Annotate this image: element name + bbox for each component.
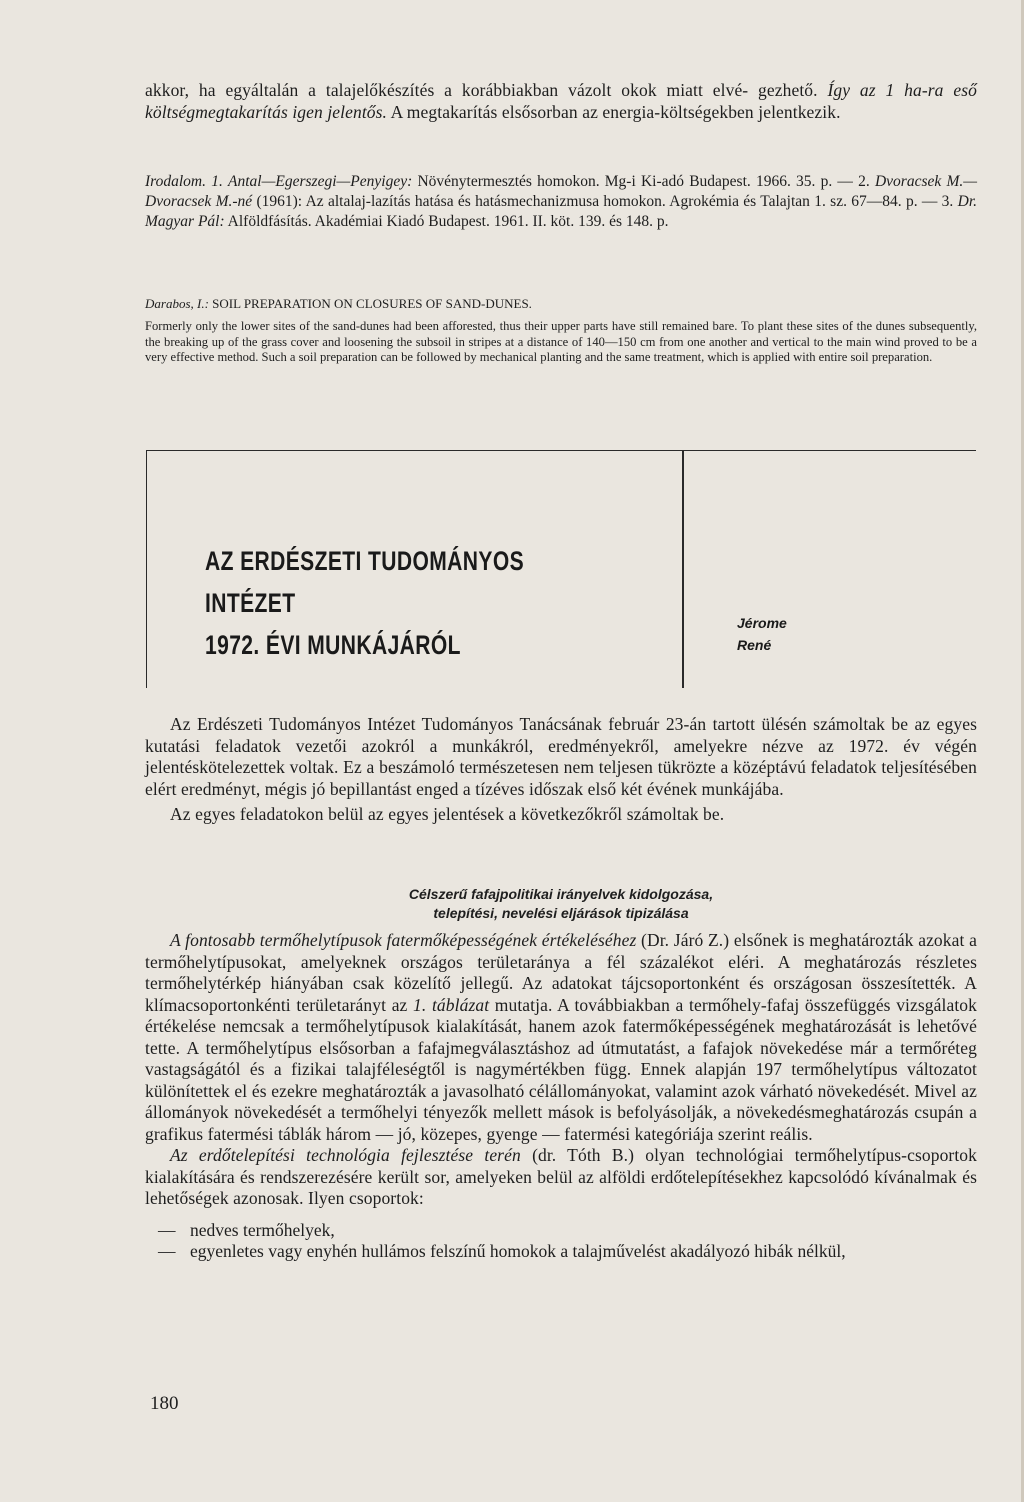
ref3-authors: Dr. Magyar Pál: xyxy=(145,193,978,230)
references xyxy=(145,172,977,232)
article-title-line-3: 1972. ÉVI MUNKÁJÁRÓL xyxy=(205,630,461,660)
author-first-name: Jérome xyxy=(737,615,787,631)
abstract-author: Darabos, I.: xyxy=(145,296,209,311)
p3-table-ref: 1. táblázat xyxy=(413,994,490,1015)
intro-paragraph xyxy=(145,80,977,123)
author-last-name: René xyxy=(737,637,772,653)
subheading-line-2: telepítési, nevelési eljárások tipizálása xyxy=(433,905,689,921)
body-paragraph-1: Az Erdészeti Tudományos Intézet Tudományos Tanácsának február 23-án tartott ülésén számoltak be az egyes kutatási feladatok vezetői azokról a munkákról, eredményekről, amelyekre nézve az 1972. év végén jelentéskötelezettek voltak. Ez a beszámoló természetesen nem teljesen tükrözte a középtávú feladatok teljesítésében elért eredményt, mégis jó bepillantást enged a tízéves időszak első két évének munkájába. xyxy=(145,714,977,799)
ref2-text: (1961): Az altalaj-lazítás hatása és hatásmechanizmusa homokon. Agrokémia és Talajtan 1. sz. 67—84. p. — 3. xyxy=(256,193,954,210)
body-paragraph-3 xyxy=(145,930,977,1145)
body-paragraph-4 xyxy=(145,1145,977,1210)
ref1-number: 1. xyxy=(211,173,223,190)
list-item xyxy=(145,1241,977,1263)
page-number: 180 xyxy=(150,1393,179,1414)
section-subheading xyxy=(145,885,977,923)
abstract-body: Formerly only the lower sites of the sand-dunes had been afforested, thus their upper parts have still remained bare. To plant these sites of the dunes subsequently, the breaking up of the grass cover and loosening the subsoil in stripes at a distance of 140—150 cm from one another and vertical to the main wind proved to be a very effective method. Such a soil preparation can be followed by mechanical planting and the same treatment, which is applied with entire soil preparation. xyxy=(145,319,977,365)
intro-line-3: Így az 1 ha-ra eső költségmegtakarítás igen jelentős. xyxy=(145,80,977,122)
english-abstract xyxy=(145,296,977,366)
article-header-divider xyxy=(682,450,684,688)
p4-italic-lead: Az erdőtelepítési technológia fejlesztése terén xyxy=(170,1145,521,1165)
list-item xyxy=(145,1220,977,1242)
article-title-line-1: AZ ERDÉSZETI TUDOMÁNYOS xyxy=(205,546,525,576)
ref3-text: Alföldfásítás. Akadémiai Kiadó Budapest. 1961. II. köt. 139. és 148. p. xyxy=(227,213,669,230)
references-label: Irodalom. xyxy=(145,173,206,190)
abstract-title: SOIL PREPARATION ON CLOSURES OF SAND-DUNES. xyxy=(212,296,532,311)
p3-italic-lead: A fontosabb termőhelytípusok fatermőképességének értékeléséhez xyxy=(170,930,637,950)
p3-text-2: mutatja. A továbbiakban a termőhely-fafaj összefüggés vizsgálatok értékelése nemcsak a termőhelytípusok kialakítását, hanem azok fatermőképességének meghatározását is lehetővé tette. A termőhelytípus elsősorban a fafajmegválasztáshoz ad útmutatást, a fafajok növekedése már a termőréteg vastagságától és a fizikai talajféleségtől is nagymértékben függ. Ennek alapján 197 termőhelytípus változatot különítettek el és ezekre meghatározták a javasolható célállományokat, valamint azok várható növekedését. Mivel az állományok növekedését a termőhelyi tényezők mellett mások is befolyásolják, a növekedésmeghatározás csupán a grafikus fatermési táblák három — jó, közepes, gyenge — fatermési kategóriája szerint reális. xyxy=(145,994,977,1144)
list-item-text: nedves termőhelyek, xyxy=(190,1219,335,1240)
list-dash: — xyxy=(158,1219,176,1240)
intro-line-4: A megtakarítás elsősorban az energia-költségekben jelentkezik. xyxy=(390,101,841,122)
list-dash: — xyxy=(158,1241,176,1261)
article-title xyxy=(205,540,564,666)
technology-group-list xyxy=(145,1220,977,1263)
article-author xyxy=(737,612,857,656)
ref1-authors: Antal—Egerszegi—Penyigey: xyxy=(228,173,413,190)
p4-text: (dr. Tóth B.) olyan technológiai termőhelytípus-csoportok kialakítására és rendszerezésére került sor, amelyeken belül az alföldi erdőtelepítésekhez kapcsolódó kívánalmak és lehetőségek azonosak. Ilyen csoportok: xyxy=(145,1145,978,1208)
intro-line-2: gezhető. xyxy=(758,80,818,100)
ref1-text: Növénytermesztés homokon. Mg-i Ki-adó Budapest. 1966. 35. p. — 2. xyxy=(417,173,870,190)
p3-text: (Dr. Járó Z.) elsőnek is meghatározták azokat a termőhelytípusokat, amelyeknek országos területaránya a fél százalékot eléri. A meghatározás részletes termőhelytérkép hiányában csak közelítő jellegű. Az adatokat tájcsoportonként és országosan összesítették. A klímacsoportonkénti területarányt az xyxy=(145,930,977,1015)
article-title-line-2: INTÉZET xyxy=(205,588,296,618)
list-item-text: egyenletes vagy enyhén hullámos felszínű homokok a talajművelést akadályozó hibák nélkül, xyxy=(190,1241,846,1261)
subheading-line-1: Célszerű fafajpolitikai irányelvek kidolgozása, xyxy=(408,886,714,902)
article-body-main xyxy=(145,930,977,1263)
article-body-intro xyxy=(145,714,977,826)
intro-line-1: akkor, ha egyáltalán a talajelőkészítés a korábbiakban vázolt okok miatt elvé- xyxy=(145,80,749,100)
body-paragraph-2: Az egyes feladatokon belül az egyes jelentések a következőkről számoltak be. xyxy=(170,804,725,824)
ref2-authors: Dvoracsek M.—Dvoracsek M.-né xyxy=(145,173,978,210)
